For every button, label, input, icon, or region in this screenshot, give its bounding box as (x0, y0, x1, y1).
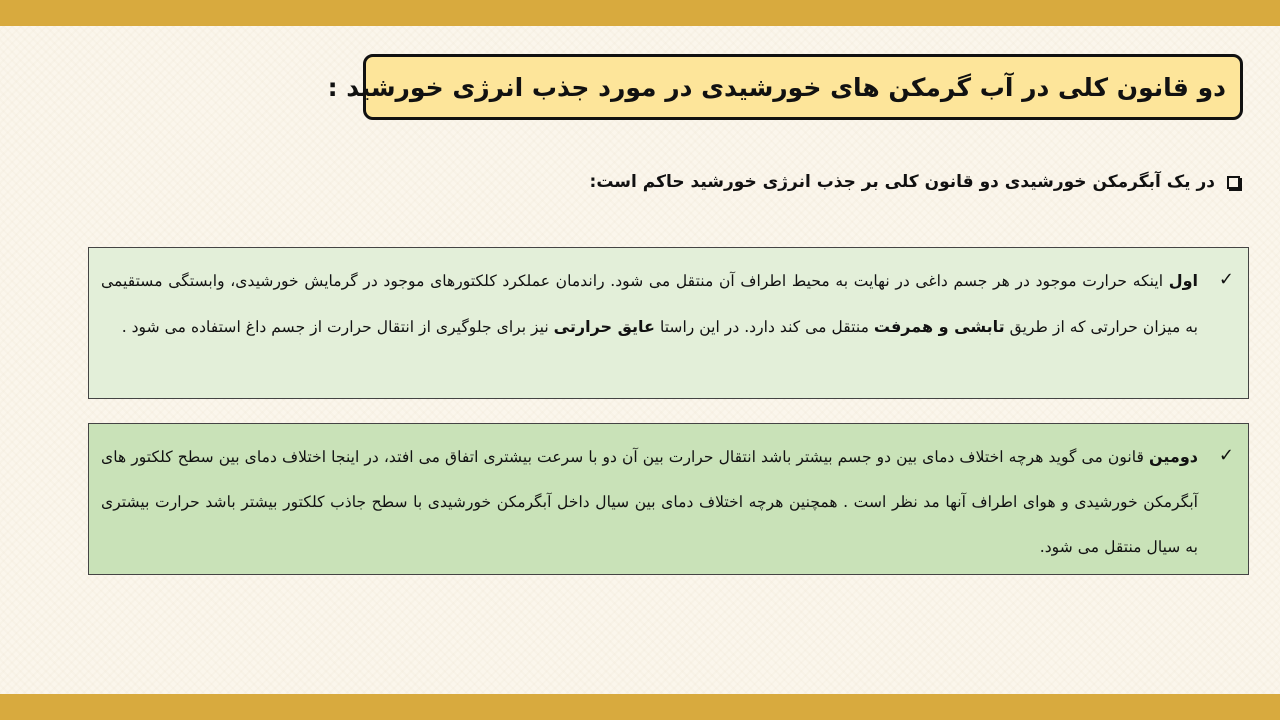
second-law-lead: دومین (1149, 447, 1198, 466)
first-law-bold-thermal-insulation: عایق حرارتی (553, 317, 655, 336)
second-law-box (88, 423, 1249, 575)
title-box (327, 54, 1243, 120)
intro-line (480, 172, 1240, 192)
bottom-accent-bar (0, 694, 1280, 720)
slide-title: دو قانون کلی در آب گرمکن های خورشیدی در مورد جذب انرژی خورشید : (327, 72, 1226, 102)
top-accent-bar (0, 0, 1280, 26)
first-law-part-3: نیز برای جلوگیری از انتقال حرارت از جسم داغ استفاده می شود . (121, 318, 554, 336)
first-law-lead: اول (1168, 271, 1198, 290)
hollow-square-bullet-icon (1227, 176, 1240, 189)
first-law-part-1: اینکه حرارت موجود در هر جسم داغی در نهایت به محیط اطراف آن منتقل می شود. راندمان عملکرد کلکتورهای موجود در گرمایش خورشیدی، وابستگی مستقیمی به میزان حرارتی که از طریق (101, 272, 1198, 336)
check-icon: ✓ (1218, 445, 1234, 466)
intro-text: در یک آبگرمکن خورشیدی دو قانون کلی بر جذب انرژی خورشید حاکم است: (589, 172, 1215, 192)
second-law-text (101, 434, 1198, 570)
first-law-part-2: منتقل می کند دارد. در این راستا (654, 318, 874, 336)
first-law-bold-radiation-convection: تابشی و همرفت (873, 317, 1005, 336)
first-law-text (101, 258, 1198, 350)
first-law-box (88, 247, 1249, 399)
second-law-body: قانون می گوید هرچه اختلاف دمای بین دو جسم بیشتر باشد انتقال حرارت بین آن دو با سرعت بیشتری اتفاق می افتد، در اینجا اختلاف دمای بین سطح کلکتور های آبگرمکن خورشیدی و هوای اطراف آنها مد نظر است . همچنین هرچه اختلاف دمای بین سیال داخل آبگرمکن خورشیدی با سطح جاذب کلکتور بیشتر باشد حرارت بیشتری به سیال منتقل می شود. (101, 448, 1198, 556)
check-icon: ✓ (1218, 269, 1234, 290)
